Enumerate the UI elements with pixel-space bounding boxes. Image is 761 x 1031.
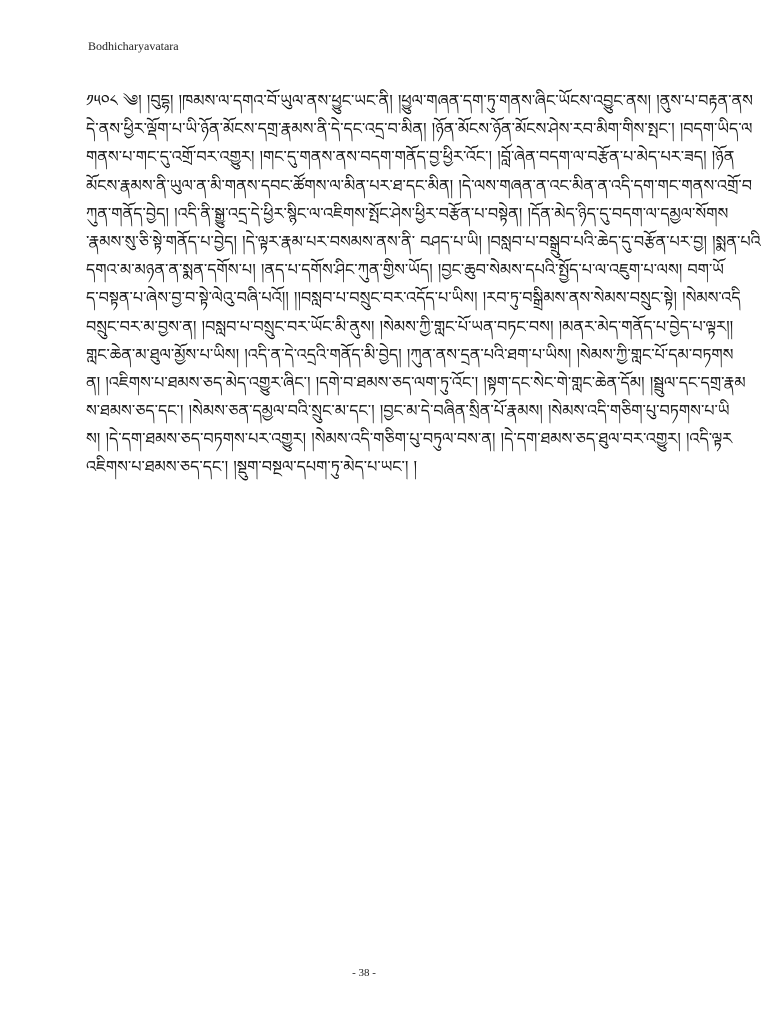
text-line: ་རྣམས་སུ་ཅི་སྟེ་གནོད་པ་བྱེད། །དེ་ལྟར་རྣམ་པར་བསམས་ནས་ནི་ བཤད་པ་ཡི། །བསླབ་པ་བསྒྲུབ་པའི་ཆེད་དུ་བརྩོན་པར་བྱ། །སྨན་པའི <box>86 231 761 251</box>
text-line: ན། །འཇིགས་པ་ཐམས་ཅད་མེད་འགྱུར་ཞིང་། །དགེ་བ་ཐམས་ཅད་ལག་ཏུ་འོང་། །སྟག་དང་སེང་གེ་གླང་ཆེན་དོམ། །སྦྲུལ་དང་དགྲ་རྣམ <box>86 372 746 392</box>
tibetan-body-text <box>86 87 761 482</box>
text-line: དགའ་མ་མཉན་ན་སྨན་དགོས་པ། །ནད་པ་དགོས་ཤིང་ཀུན་གྱིས་ཡོད། །བྱང་ཆུབ་སེམས་དཔའི་སྤྱོད་པ་ལ་འཇུག་པ་ལས། བག་ཡོ <box>86 260 724 280</box>
text-line: ཀུན་གནོད་བྱེད། །འདི་ནི་སྒྱུ་འདྲ་དེ་ཕྱིར་སྙིང་ལ་འཇིགས་སྤོང་ཤེས་ཕྱིར་བརྩོན་པ་བསྟེན། །དོན་མེད་ཉིད་དུ་བདག་ལ་དམྱལ་སོགས <box>86 203 729 223</box>
page-number: - 38 - <box>352 967 376 979</box>
text-line: ༡༥༠༨ ༄། །བུདྷ། །ཁམས་ལ་དགའ་བོ་ཡུལ་ནས་ཕྱུང་ཡང་ནི། །ཕྱུལ་གཞན་དག་ཏུ་གནས་ཞིང་ཡོངས་འབྱུང་ནས། །ནུས་པ་བརྟན་ནས <box>86 91 753 110</box>
running-header: Bodhicharyavatara <box>88 39 179 53</box>
text-line: ད་བསྟན་པ་ཞེས་བྱ་བ་སྟེ་ལེའུ་བཞི་པའོ།། །།བསླབ་པ་བསྲུང་བར་འདོད་པ་ཡིས། །རབ་ཏུ་བསྒྲིམས་ནས་སེམས་བསྲུང་སྟེ། །སེམས་འདི <box>86 288 741 308</box>
text-line: གླང་ཆེན་མ་ཐུལ་མྱོས་པ་ཡིས། །འདི་ན་དེ་འདྲའི་གནོད་མི་བྱེད། །ཀུན་ནས་དྲན་པའི་ཐག་པ་ཡིས། །སེམས་ཀྱི་གླང་པོ་དམ་བཏགས <box>86 344 734 364</box>
text-line: བསྲུང་བར་མ་བྱས་ན། །བསླབ་པ་བསྲུང་བར་ཡོང་མི་ནུས། །སེམས་ཀྱི་གླང་པོ་ཡན་བཏང་བས། །མནར་མེད་གནོད་པ་བྱེད་པ་ལྟར།། <box>86 316 734 336</box>
text-line: ས། །དེ་དག་ཐམས་ཅད་བཏགས་པར་འགྱུར། །སེམས་འདི་གཅིག་པུ་བཏུལ་བས་ན། །དེ་དག་ཐམས་ཅད་ཐུལ་བར་འགྱུར། །འདི་ལྟར <box>86 429 733 449</box>
text-line: དེ་ནས་ཕྱིར་ལྡོག་པ་ཡི་ཉོན་མོངས་དགྲ་རྣམས་ནི་དེ་དང་འདྲ་བ་མིན། །ཉོན་མོངས་ཉོན་མོངས་ཤེས་རབ་མིག་གིས་སྤང་། །བདག་ཡིད་ལ <box>86 119 753 139</box>
text-line: འཇིགས་པ་ཐམས་ཅད་དང་། །སྡུག་བསྔལ་དཔག་ཏུ་མེད་པ་ཡང་། ། <box>86 457 418 477</box>
text-line: གནས་པ་གང་དུ་འགྲོ་བར་འགྱུར། །གང་དུ་གནས་ནས་བདག་གནོད་བྱ་ཕྱིར་འོང་། །བློ་ཞེན་བདག་ལ་བརྩོན་པ་མེད་པར་ཟད། །ཉོན <box>86 147 735 167</box>
text-line: མོངས་རྣམས་ནི་ཡུལ་ན་མི་གནས་དབང་ཚོགས་ལ་མིན་པར་ཐ་དང་མིན། །དེ་ལས་གཞན་ན་འང་མིན་ན་འདི་དག་གང་གནས་འགྲོ་བ <box>86 175 752 195</box>
text-line: ས་ཐམས་ཅད་དང་། །སེམས་ཅན་དམྱལ་བའི་སྲུང་མ་དང་། །བྱང་མ་དེ་བཞིན་སྲིན་པོ་རྣམས། །སེམས་འདི་གཅིག་པུ་བཏགས་པ་ཡི <box>86 401 730 421</box>
